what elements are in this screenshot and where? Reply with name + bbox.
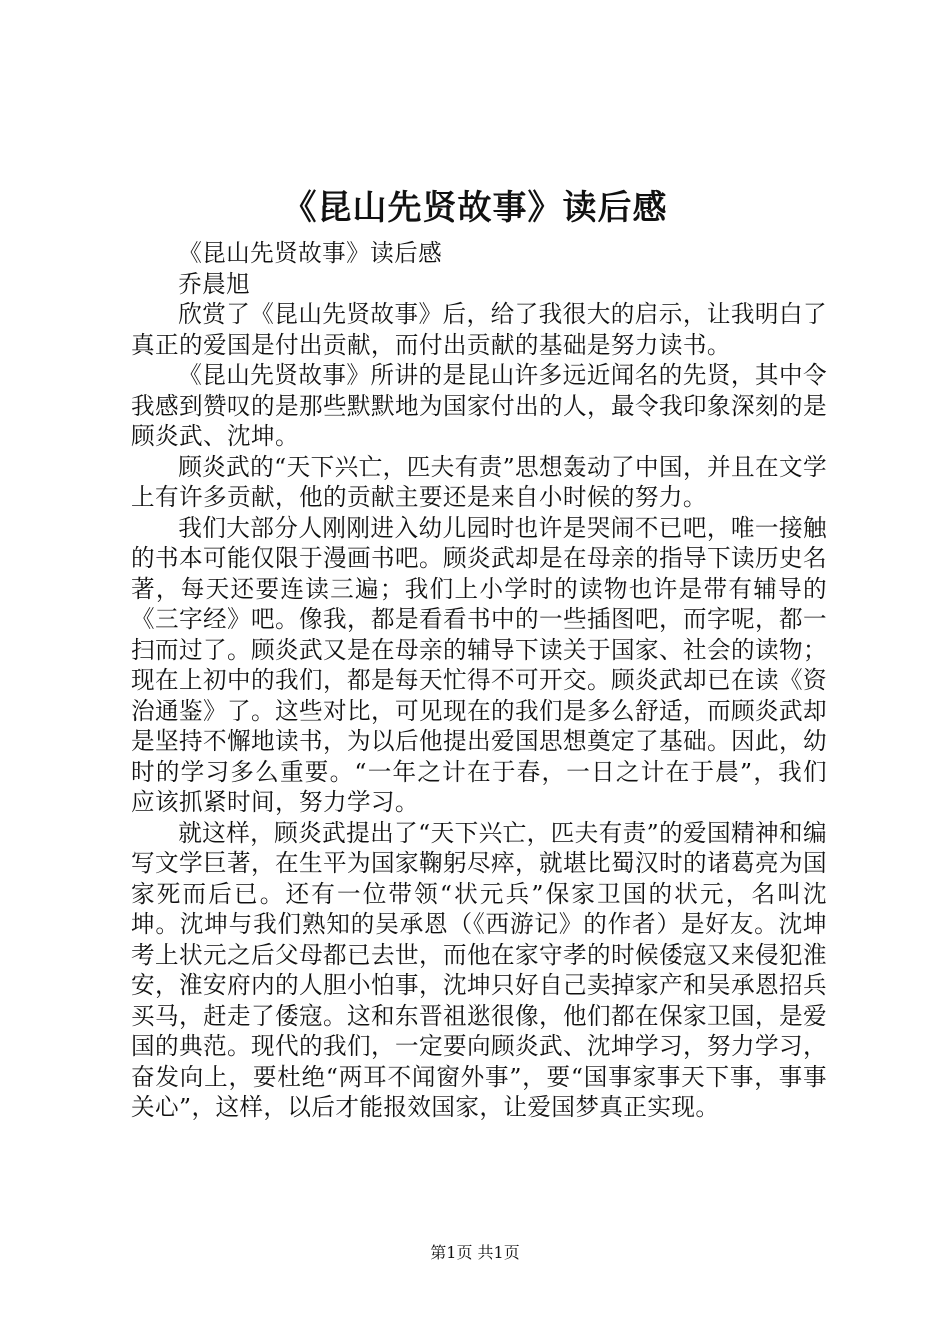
document-title: 《昆山先贤故事》读后感: [282, 188, 668, 228]
body-paragraph: 欣赏了《昆山先贤故事》后，给了我很大的启示，让我明白了真正的爱国是付出贡献，而付出贡献的基础是努力读书。: [131, 300, 827, 359]
author-paragraph: 乔晨旭: [178, 269, 251, 298]
page-footer: [0, 1242, 950, 1264]
body-paragraph: 我们大部分人刚刚进入幼儿园时也许是哭闹不已吧，唯一接触的书本可能仅限于漫画书吧。顾炎武却是在母亲的指导下读历史名著，每天还要连读三遍；我们上小学时的读物也许是带有辅导的《三字经》吧。像我，都是看看书中的一些插图吧，而字呢，都一扫而过了。顾炎武又是在母亲的辅导下读关于国家、社会的读物；现在上初中的我们，都是每天忙得不可开交。顾炎武却已在读《资治通鉴》了。这些对比，可见现在的我们是多么舒适，而顾炎武却是坚持不懈地读书，为以后他提出爱国思想奠定了基础。因此，幼时的学习多么重要。“一年之计在于春，一日之计在于晨”，我们应该抓紧时间，努力学习。: [131, 513, 827, 816]
body-paragraph: 顾炎武的“天下兴亡，匹夫有责”思想轰动了中国，并且在文学上有许多贡献，他的贡献主要还是来自小时候的努力。: [131, 452, 827, 511]
page-number: 第1页 共1页: [430, 1243, 520, 1262]
document-body: [131, 238, 827, 1123]
subtitle-paragraph: 《昆山先贤故事》读后感: [178, 239, 443, 267]
body-paragraph: 就这样，顾炎武提出了“天下兴亡，匹夫有责”的爱国精神和编写文学巨著，在生平为国家鞠躬尽瘁，就堪比蜀汉时的诸葛亮为国家死而后已。还有一位带领“状元兵”保家卫国的状元，名叫沈坤。沈坤与我们熟知的吴承恩（《西游记》的作者）是好友。沈坤考上状元之后父母都已去世，而他在家守孝的时候倭寇又来侵犯淮安，淮安府内的人胆小怕事，沈坤只好自己卖掉家产和吴承恩招兵买马，赶走了倭寇。这和东晋祖逖很像，他们都在保家卫国，是爱国的典范。现代的我们，一定要向顾炎武、沈坤学习，努力学习，奋发向上，要杜绝“两耳不闻窗外事”，要“国事家事天下事，事事关心”，这样，以后才能报效国家，让爱国梦真正实现。: [131, 818, 827, 1121]
body-paragraph: 《昆山先贤故事》所讲的是昆山许多远近闻名的先贤，其中令我感到赞叹的是那些默默地为国家付出的人，最令我印象深刻的是顾炎武、沈坤。: [131, 361, 827, 450]
